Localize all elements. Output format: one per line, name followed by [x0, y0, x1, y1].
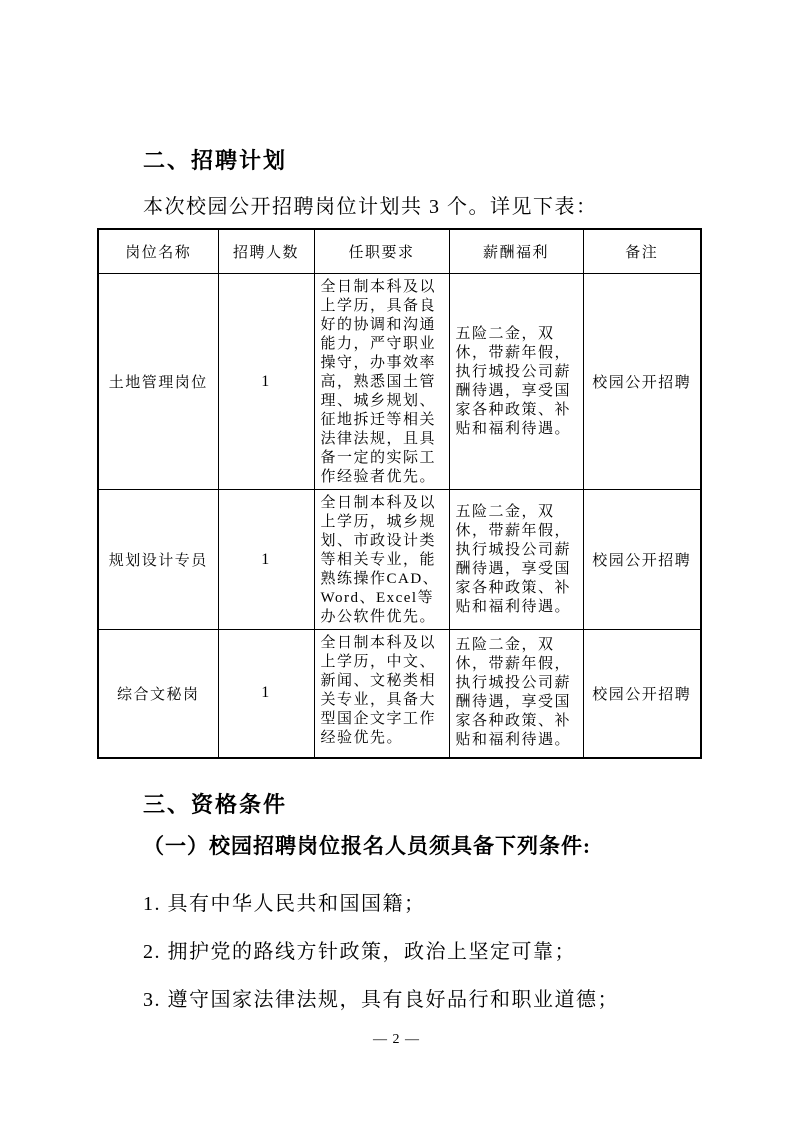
note-cell: 校园公开招聘 — [583, 490, 701, 630]
benefits-cell: 五险二金，双休，带薪年假，执行城投公司薪酬待遇，享受国家各种政策、补贴和福利待遇。 — [449, 274, 583, 490]
table-row — [98, 274, 701, 490]
count-cell: 1 — [218, 274, 314, 490]
header-requirements: 任职要求 — [314, 229, 449, 274]
header-position: 岗位名称 — [98, 229, 218, 274]
requirements-cell: 全日制本科及以上学历，具备良好的协调和沟通能力，严守职业操守，办事效率高，熟悉国土管理、城乡规划、征地拆迁等相关法律法规，且具备一定的实际工作经验者优先。 — [314, 274, 449, 490]
header-count: 招聘人数 — [218, 229, 314, 274]
document-content — [97, 148, 700, 1013]
table-row — [98, 490, 701, 630]
recruitment-plan-table — [97, 228, 702, 759]
benefits-cell: 五险二金，双休，带薪年假，执行城投公司薪酬待遇，享受国家各种政策、补贴和福利待遇。 — [449, 630, 583, 758]
section-2-heading: 二、招聘计划 — [143, 148, 288, 173]
requirements-cell: 全日制本科及以上学历，城乡规划、市政设计类等相关专业，能熟练操作CAD、Word、Excel等办公软件优先。 — [314, 490, 449, 630]
header-note: 备注 — [583, 229, 701, 274]
count-cell: 1 — [218, 490, 314, 630]
page-number: — 2 — — [373, 1032, 420, 1047]
condition-item: 1. 具有中华人民共和国国籍； — [143, 892, 426, 915]
section-3-heading: 三、资格条件 — [143, 791, 288, 817]
condition-item: 2. 拥护党的路线方针政策，政治上坚定可靠； — [143, 940, 576, 963]
subsection-1-heading: （一）校园招聘岗位报名人员须具备下列条件: — [143, 833, 591, 858]
table-header-row — [98, 229, 701, 274]
table-row — [98, 630, 701, 758]
requirements-cell: 全日制本科及以上学历，中文、新闻、文秘类相关专业，具备大型国企文字工作经验优先。 — [314, 630, 449, 758]
note-cell: 校园公开招聘 — [583, 630, 701, 758]
header-benefits: 薪酬福利 — [449, 229, 583, 274]
benefits-cell: 五险二金，双休，带薪年假，执行城投公司薪酬待遇，享受国家各种政策、补贴和福利待遇。 — [449, 490, 583, 630]
count-cell: 1 — [218, 630, 314, 758]
condition-item: 3. 遵守国家法律法规，具有良好品行和职业道德； — [143, 988, 619, 1011]
position-cell: 规划设计专员 — [98, 490, 218, 630]
position-cell: 综合文秘岗 — [98, 630, 218, 758]
position-cell: 土地管理岗位 — [98, 274, 218, 490]
note-cell: 校园公开招聘 — [583, 274, 701, 490]
intro-paragraph: 本次校园公开招聘岗位计划共 3 个。详见下表： — [143, 196, 598, 218]
